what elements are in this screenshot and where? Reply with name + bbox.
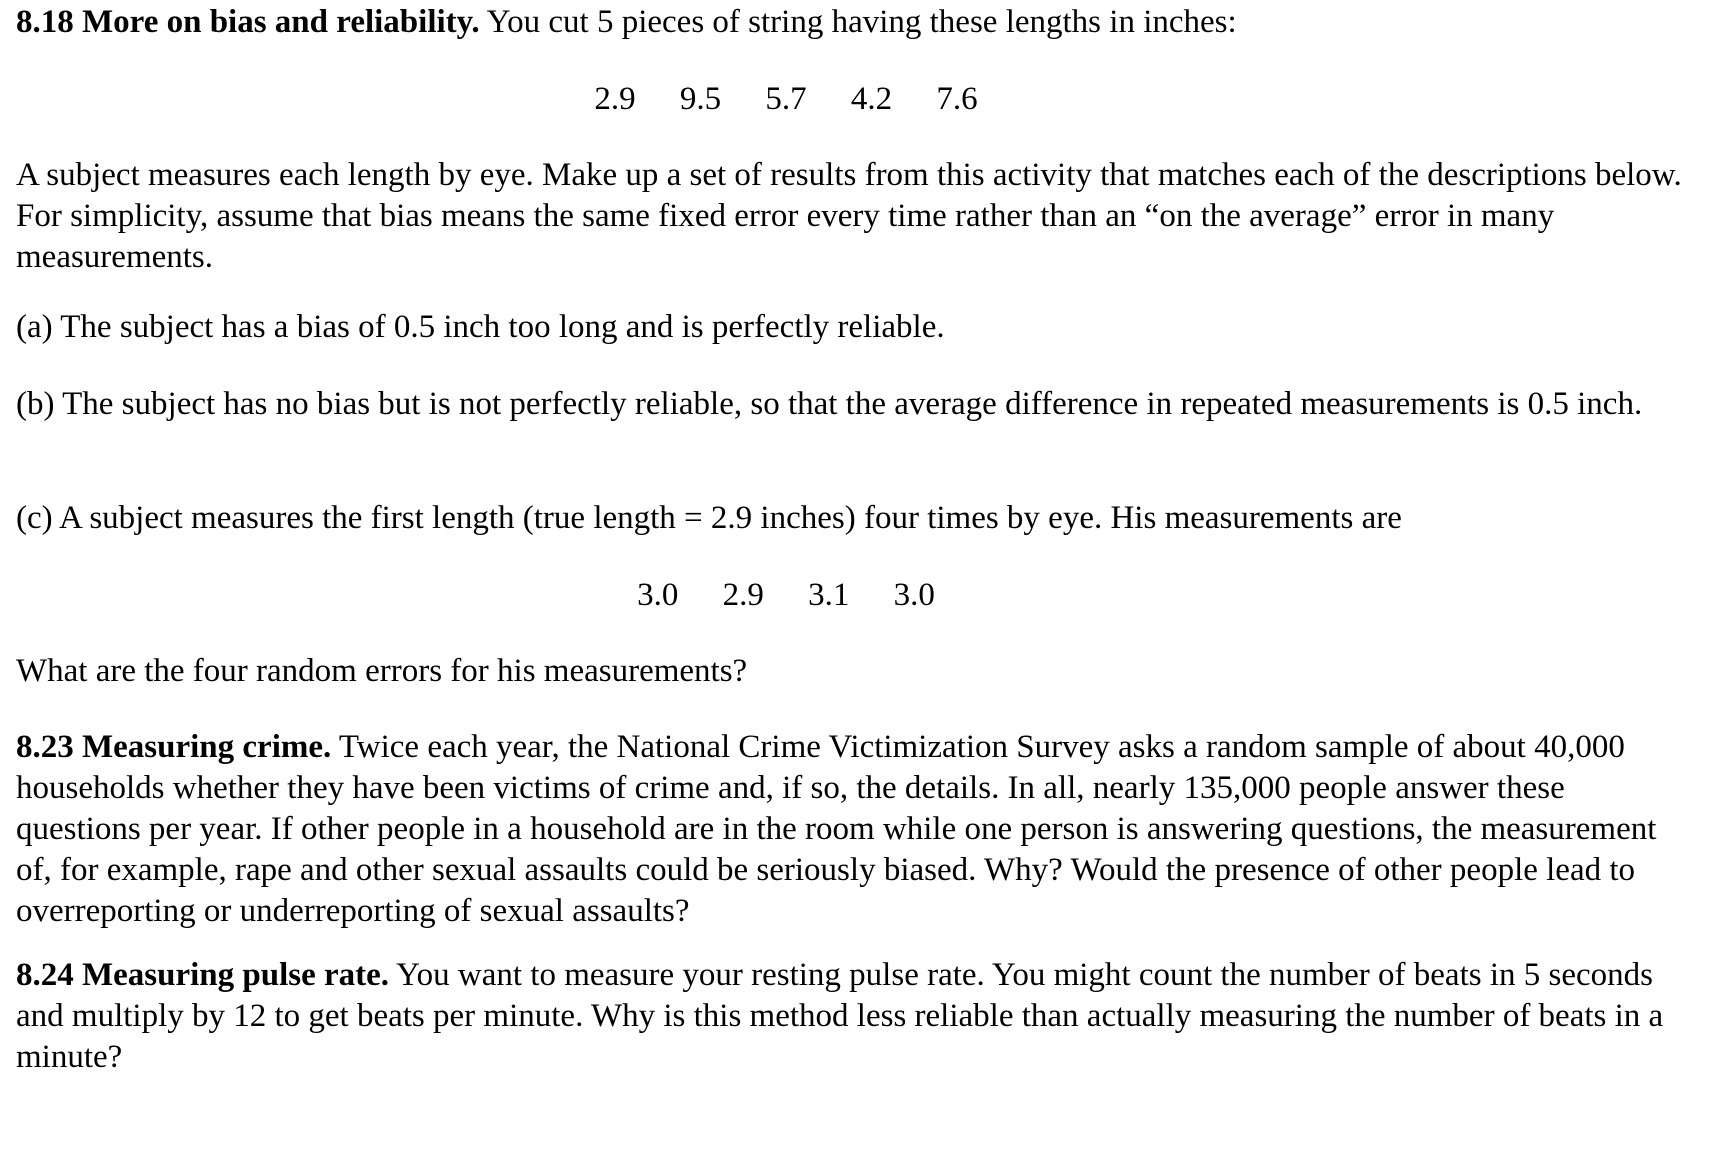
measurement-value: 3.1 <box>808 577 850 613</box>
problem-8-18-part-a: (a) The subject has a bias of 0.5 inch too long and is perfectly reliable. <box>16 309 945 345</box>
measurements-list <box>0 575 1626 616</box>
measurement-value: 3.0 <box>893 577 935 613</box>
length-value: 5.7 <box>765 81 807 117</box>
problem-8-24 <box>16 955 1696 1078</box>
problem-8-18-part-b: (b) The subject has no bias but is not perfectly reliable, so that the average difference in repeated measurements is 0.5 inch. <box>16 386 1643 422</box>
problem-8-24-body: You want to measure your resting pulse rate. You might count the number of beats in 5 seconds and multiply by 12 to get beats per minute. Why is this method less reliable than actually measuring the number of beats in a minute? <box>16 957 1664 1075</box>
length-value: 9.5 <box>679 81 722 117</box>
problem-8-18-description: A subject measures each length by eye. Make up a set of results from this activity that matches each of the descriptions below. For simplicity, assume that bias means the same fixed error every time rather than an “on the average” error in many measurements. <box>16 157 1682 275</box>
problem-8-18-intro-text: You cut 5 pieces of string having these lengths in inches: <box>486 4 1237 40</box>
measurement-value: 3.0 <box>637 577 679 613</box>
measurement-value: 2.9 <box>722 577 764 613</box>
problem-8-23 <box>16 727 1696 932</box>
length-value: 2.9 <box>594 81 636 117</box>
problem-8-18-intro <box>16 2 1696 43</box>
problem-8-23-body: Twice each year, the National Crime Victimization Survey asks a random sample of about 40,000 households whether they have been victims of crime and, if so, the details. In all, nearly 135,000 people answer these questions per year. If other people in a household are in the room while one person is answering questions, the measurement of, for example, rape and other sexual assaults could be seriously biased. Why? Would the presence of other people lead to overreporting or underreporting of sexual assaults? <box>16 729 1657 929</box>
length-value: 7.6 <box>936 81 978 117</box>
length-value: 4.2 <box>850 81 893 117</box>
problem-8-23-title: 8.23 Measuring crime. <box>16 729 332 765</box>
problem-8-18-title: 8.18 More on bias and reliability. <box>16 4 480 40</box>
string-lengths-list <box>0 79 1626 120</box>
problem-8-24-title: 8.24 Measuring pulse rate. <box>16 957 390 993</box>
problem-8-18-question: What are the four random errors for his measurements? <box>16 653 748 689</box>
problem-8-18-part-c: (c) A subject measures the first length (true length = 2.9 inches) four times by eye. His measurements are <box>16 500 1402 536</box>
